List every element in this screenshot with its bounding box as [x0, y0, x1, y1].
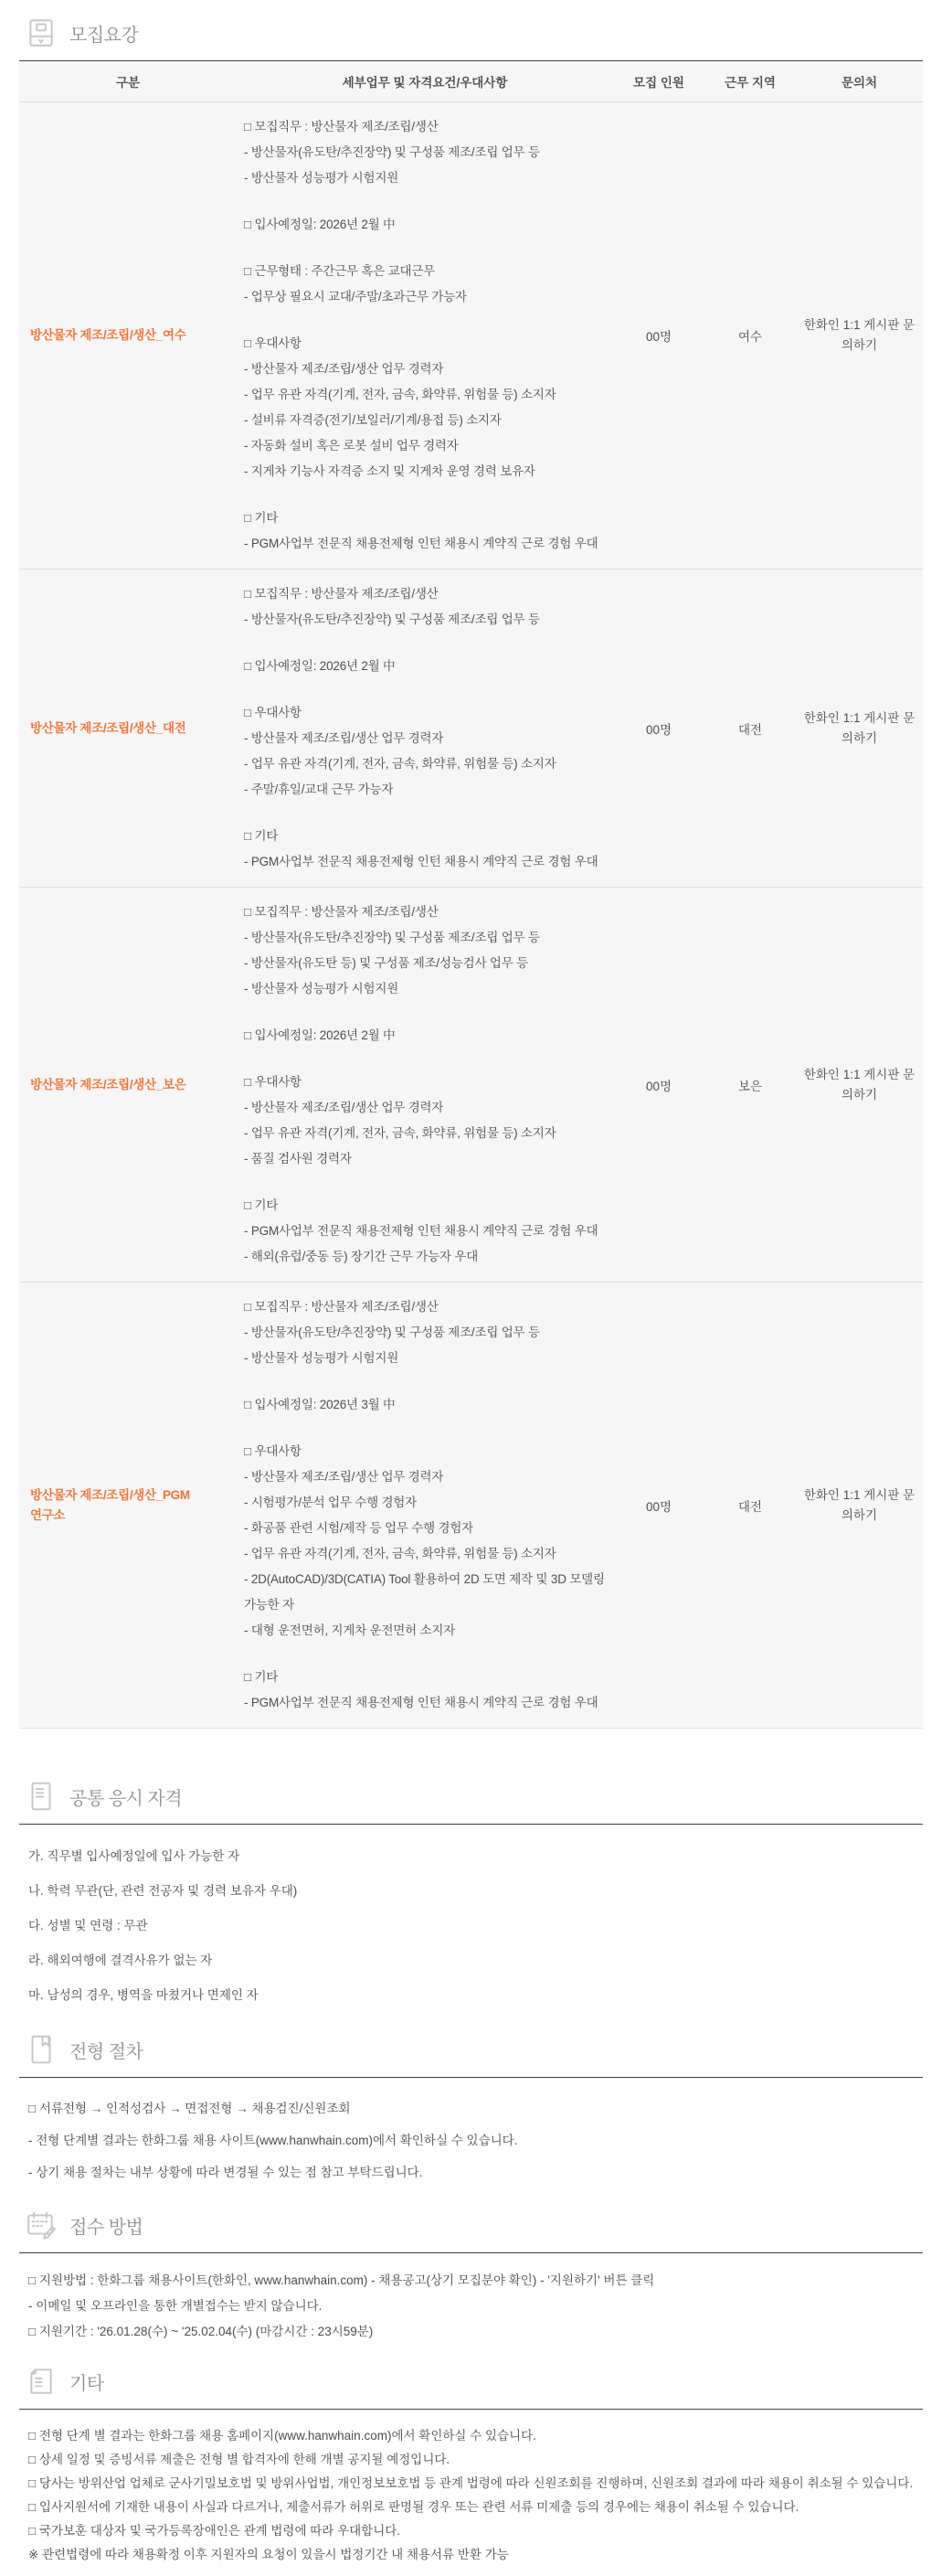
section-header: [19, 2198, 923, 2252]
detail-line: - 방산물자(유도탄 등) 및 구성품 제조/성능검사 업무 등: [244, 956, 528, 970]
detail-line: [244, 484, 608, 506]
process-list: [19, 2078, 923, 2198]
application-method-section: [19, 2198, 923, 2354]
detail-line: - 업무 유관 자격(기계, 전자, 금속, 화약류, 위험물 등) 소지자: [244, 757, 556, 771]
detail-line: - 품질 검사원 경력자: [244, 1152, 352, 1166]
calendar-pencil-icon: [25, 2209, 58, 2241]
detail-line: - 주말/휴일/교대 근무 가능자: [244, 782, 394, 796]
detail-line: - 업무 유관 자격(기계, 전자, 금속, 화약류, 위험물 등) 소지자: [244, 1126, 556, 1140]
contact-cell: [796, 708, 923, 749]
detail-line: - 업무 유관 자격(기계, 전자, 금속, 화약류, 위험물 등) 소지자: [244, 1547, 556, 1560]
detail-line: [244, 679, 608, 700]
section-title: 공통 응시 자격: [69, 1788, 183, 1809]
text-line: 나. 학력 무관(단, 관련 전공자 및 경력 보유자 우대): [28, 1884, 298, 1898]
detail-line: - 지게차 기능사 자격증 소지 및 지게차 운영 경력 보유자: [244, 464, 535, 478]
detail-line: - 방산물자 제조/조립/생산 업무 경력자: [244, 1470, 444, 1484]
text-line: □ 전형 단계 별 결과는 한화그룹 채용 홈페이지(www.hanwhain.com)에서 확인하실 수 있습니다.: [28, 2429, 536, 2443]
table-row: [19, 102, 923, 569]
detail-line: - 방산물자(유도탄/추진장약) 및 구성품 제조/조립 업무 등: [244, 612, 540, 626]
detail-line: - 방산물자 성능평가 시험지원: [244, 171, 399, 185]
table-row: [19, 1283, 923, 1728]
detail-line: - PGM사업부 전문직 채용전제형 인턴 채용시 계약직 근로 경험 우대: [244, 537, 598, 550]
text-line: □ 입사지원서에 기재한 내용이 사실과 다르거나, 제출서류가 허위로 판명될 경우 또는 관련 서류 미제출 등의 경우에는 채용이 취소될 수 있습니다.: [28, 2500, 799, 2514]
detail-line: [244, 803, 608, 824]
etc-list: [19, 2410, 923, 2576]
detail-line: □ 근무형태 : 주간근무 혹은 교대근무: [244, 264, 436, 278]
memo-folder-icon: [25, 2365, 58, 2398]
category-cell: 방산물자 제조/조립/생산_대전: [30, 720, 186, 735]
page-title: 모집요강: [69, 25, 139, 46]
detail-line: - 방산물자 제조/조립/생산 업무 경력자: [244, 731, 444, 745]
details-cell: [237, 888, 613, 1282]
detail-line: - 대형 운전면허, 지게차 운전면허 소지자: [244, 1623, 456, 1637]
apply-list: [19, 2253, 923, 2354]
section-header: [19, 2354, 923, 2409]
text-line: - 전형 단계별 결과는 한화그룹 채용 사이트(www.hanwhain.com)에서 확인하실 수 있습니다.: [28, 2134, 518, 2147]
detail-line: - 방산물자(유도탄/추진장약) 및 구성품 제조/조립 업무 등: [244, 931, 540, 944]
detail-line: □ 우대사항: [244, 706, 302, 719]
common-qualifications-section: [19, 1769, 923, 2022]
detail-line: - 방산물자 제조/조립/생산 업무 경력자: [244, 1101, 444, 1114]
column-header-count: 모집 인원: [633, 76, 684, 90]
detail-line: □ 기타: [244, 511, 279, 525]
detail-line: □ 입사예정일: 2026년 2월 中: [244, 218, 396, 231]
contact-link[interactable]: 한화인 1:1 게시판 문의하기: [803, 1067, 916, 1102]
contact-cell: [796, 1065, 923, 1105]
detail-line: □ 입사예정일: 2026년 2월 中: [244, 659, 396, 673]
text-line: □ 지원기간 : '26.01.28(수) ~ '25.02.04(수) (마감시간 : 23시59분): [28, 2325, 374, 2338]
column-header-details: 세부업무 및 자격요건/우대사항: [342, 76, 508, 90]
detail-line: - PGM사업부 전문직 채용전제형 인턴 채용시 계약직 근로 경험 우대: [244, 1696, 598, 1709]
recruitment-table: [19, 60, 923, 1729]
text-line: 라. 해외여행에 결격사유가 없는 자: [28, 1953, 213, 1967]
detail-line: □ 우대사항: [244, 336, 302, 350]
contact-cell: [796, 315, 923, 356]
detail-line: [244, 1002, 608, 1023]
contact-link[interactable]: 한화인 1:1 게시판 문의하기: [803, 1487, 916, 1522]
section-title: 기타: [69, 2373, 104, 2394]
detail-line: □ 우대사항: [244, 1444, 302, 1458]
count-cell: 00명: [645, 1499, 672, 1514]
table-row: [19, 569, 923, 888]
detail-line: - 방산물자 제조/조립/생산 업무 경력자: [244, 362, 444, 376]
table-header-row: [19, 61, 923, 102]
detail-line: [244, 310, 608, 331]
category-cell: 방산물자 제조/조립/생산_PGM연구소: [30, 1487, 190, 1522]
contact-link[interactable]: 한화인 1:1 게시판 문의하기: [803, 710, 916, 745]
count-cell: 00명: [645, 330, 672, 344]
bookmark-file-icon: [25, 2033, 58, 2066]
detail-line: [244, 1644, 608, 1665]
detail-line: - 업무 유관 자격(기계, 전자, 금속, 화약류, 위험물 등) 소지자: [244, 388, 556, 401]
detail-line: - 설비류 자격증(전기/보일러/기계/용접 등) 소지자: [244, 413, 502, 427]
text-line: - 상기 채용 절차는 내부 상황에 따라 변경될 수 있는 점 참고 부탁드립니다.: [28, 2166, 423, 2179]
book-icon: [25, 16, 58, 49]
section-title: 전형 절차: [69, 2041, 143, 2062]
detail-line: - 자동화 설비 혹은 로봇 설비 업무 경력자: [244, 439, 459, 452]
table-row: [19, 888, 923, 1283]
detail-line: - 2D(AutoCAD)/3D(CATIA) Tool 활용하여 2D 도면 제작 및 3D 모델링 가능한 자: [244, 1572, 609, 1612]
details-cell: [237, 102, 613, 569]
section-header: [19, 5, 923, 60]
text-line: □ 지원방법 : 한화그룹 채용사이트(한화인, www.hanwhain.com) - 채용공고(상기 모집분야 확인) - '지원하기' 버튼 클릭: [28, 2273, 655, 2287]
qualifications-list: [19, 1825, 923, 2022]
column-header-category: 구분: [115, 76, 141, 90]
detail-line: □ 기타: [244, 829, 279, 843]
etc-section: [19, 2354, 923, 2576]
detail-line: - 방산물자(유도탄/추진장약) 및 구성품 제조/조립 업무 등: [244, 145, 540, 159]
category-cell: 방산물자 제조/조립/생산_여수: [30, 328, 186, 342]
location-cell: 보은: [737, 1079, 763, 1093]
detail-line: □ 모집직무 : 방산물자 제조/조립/생산: [244, 1300, 439, 1314]
detail-line: - PGM사업부 전문직 채용전제형 인턴 채용시 계약직 근로 경험 우대: [244, 855, 598, 868]
detail-line: - PGM사업부 전문직 채용전제형 인턴 채용시 계약직 근로 경험 우대: [244, 1224, 598, 1238]
section-header: [19, 1769, 923, 1824]
contact-link[interactable]: 한화인 1:1 게시판 문의하기: [803, 318, 916, 352]
contact-cell: [796, 1485, 923, 1526]
detail-line: [244, 1048, 608, 1070]
selection-process-section: [19, 2022, 923, 2198]
text-line: □ 상세 일정 및 증빙서류 제출은 전형 별 합격자에 한해 개별 공지될 예정입니다.: [28, 2453, 450, 2466]
details-cell: [237, 569, 613, 887]
detail-line: □ 모집직무 : 방산물자 제조/조립/생산: [244, 905, 439, 919]
detail-line: - 시험평가/분석 업무 수행 경험자: [244, 1496, 417, 1509]
text-line: 가. 직무별 입사예정일에 입사 가능한 자: [28, 1849, 240, 1863]
detail-line: [244, 1418, 608, 1439]
detail-line: [244, 1371, 608, 1392]
detail-line: - 방산물자(유도탄/추진장약) 및 구성품 제조/조립 업무 등: [244, 1325, 540, 1339]
detail-line: - 방산물자 성능평가 시험지원: [244, 1351, 399, 1365]
text-line: □ 국가보훈 대상자 및 국가등록장애인은 관계 법령에 따라 우대합니다.: [28, 2524, 401, 2538]
text-line: 마. 남성의 경우, 병역을 마쳤거나 면제인 자: [28, 1988, 259, 2002]
detail-line: - 화공품 관련 시험/제작 등 업무 수행 경험자: [244, 1521, 473, 1535]
location-cell: 여수: [737, 330, 763, 344]
document-icon: [25, 1780, 58, 1813]
detail-line: □ 모집직무 : 방산물자 제조/조립/생산: [244, 587, 439, 601]
text-line: ※ 관련법령에 따라 채용확정 이후 지원자의 요청이 있을시 법정기간 내 채용서류 반환 가능: [28, 2548, 509, 2561]
text-line: - 이메일 및 오프라인을 통한 개별접수는 받지 않습니다.: [28, 2299, 323, 2313]
detail-line: [244, 191, 608, 212]
detail-line: [244, 633, 608, 654]
detail-line: - 방산물자 성능평가 시험지원: [244, 982, 399, 995]
detail-line: - 해외(유럽/중동 등) 장기간 근무 가능자 우대: [244, 1250, 479, 1263]
location-cell: 대전: [737, 722, 763, 737]
column-header-contact: 문의처: [841, 76, 878, 90]
detail-line: □ 우대사항: [244, 1075, 302, 1089]
category-cell: 방산물자 제조/조립/생산_보은: [30, 1077, 186, 1091]
detail-line: [244, 238, 608, 259]
text-line: □ 당사는 방위산업 업체로 군사기밀보호법 및 방위사업법, 개인정보보호법 등 관계 법령에 따라 신원조회를 진행하며, 신원조회 결과에 따라 채용이 취소될 수 있습니다.: [28, 2476, 914, 2490]
detail-line: □ 기타: [244, 1670, 279, 1684]
detail-line: [244, 1172, 608, 1193]
count-cell: 00명: [645, 1079, 672, 1093]
detail-line: □ 입사예정일: 2026년 2월 中: [244, 1028, 396, 1042]
section-header: [19, 2022, 923, 2077]
detail-line: □ 입사예정일: 2026년 3월 中: [244, 1398, 396, 1411]
column-header-location: 근무 지역: [725, 76, 776, 90]
location-cell: 대전: [737, 1499, 763, 1514]
text-line: □ 서류전형 → 인적성검사 → 면접전형 → 채용검진/신원조회: [28, 2102, 351, 2115]
text-line: 다. 성별 및 연령 : 무관: [28, 1919, 148, 1932]
recruitment-overview-section: [19, 5, 923, 1729]
detail-line: □ 기타: [244, 1198, 279, 1212]
detail-line: - 업무상 필요시 교대/주말/초과근무 가능자: [244, 290, 467, 303]
section-title: 접수 방법: [69, 2217, 143, 2238]
table-body: [19, 102, 923, 1728]
detail-line: □ 모집직무 : 방산물자 제조/조립/생산: [244, 120, 439, 133]
details-cell: [237, 1283, 613, 1728]
count-cell: 00명: [645, 722, 672, 737]
